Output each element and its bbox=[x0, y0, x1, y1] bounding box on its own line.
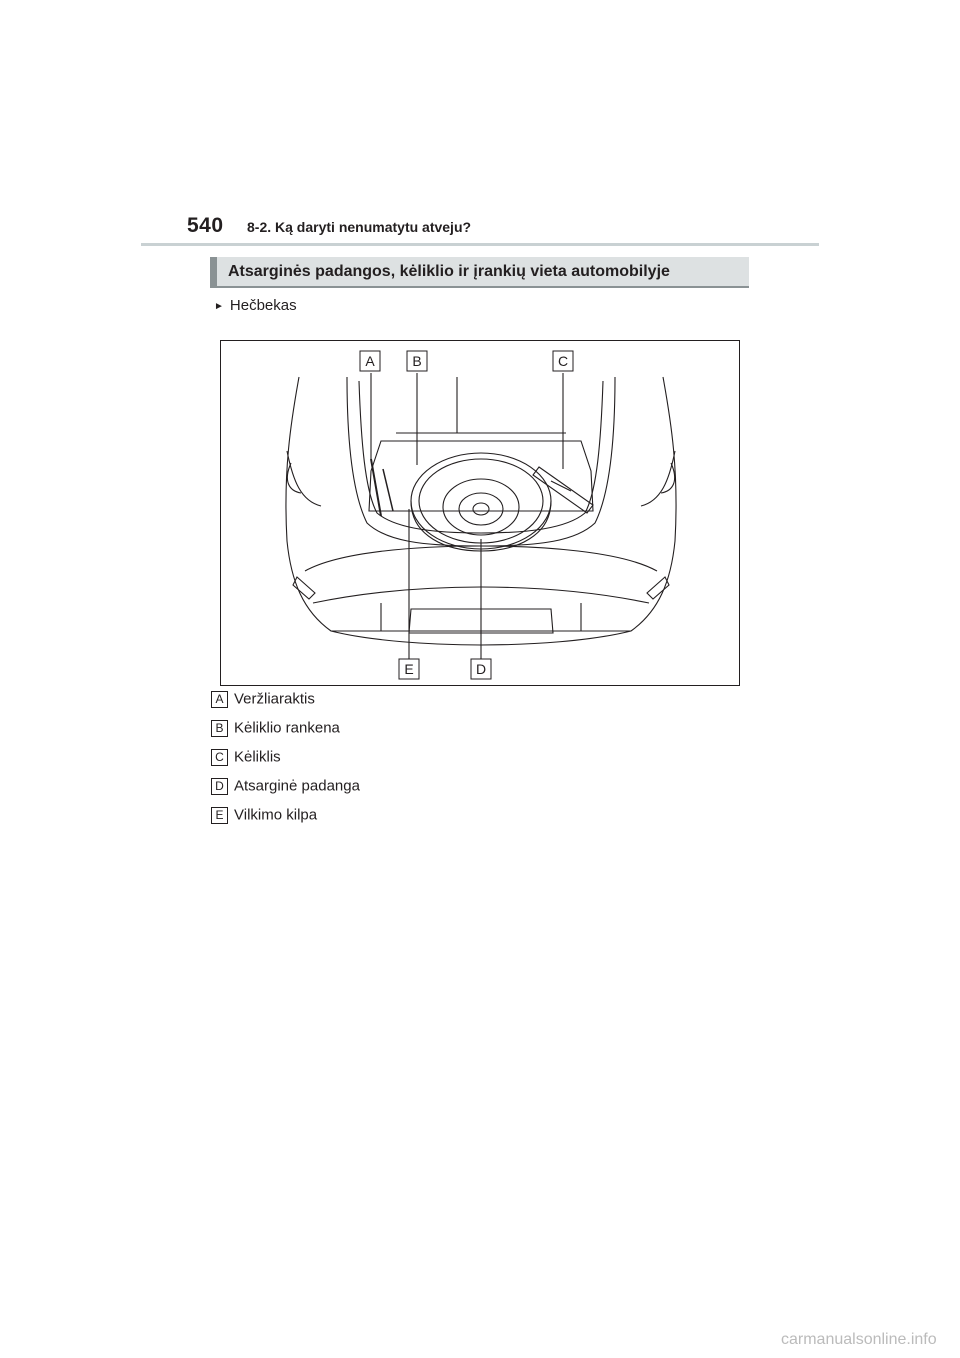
watermark: carmanualsonline.info bbox=[781, 1331, 937, 1348]
legend-label-b: Kėliklio rankena bbox=[234, 719, 340, 737]
car-rear-drawing bbox=[221, 341, 741, 687]
subsection-label bbox=[214, 297, 297, 314]
legend-label-a: Veržliaraktis bbox=[234, 690, 315, 708]
subsection-text: Hečbekas bbox=[229, 297, 297, 314]
callout-d: D bbox=[475, 661, 487, 677]
callout-a: A bbox=[365, 353, 375, 369]
legend-label-d: Atsarginė padanga bbox=[234, 777, 360, 795]
legend-key-d: D bbox=[211, 778, 228, 795]
legend-key-c: C bbox=[211, 749, 228, 766]
legend-item-c bbox=[211, 748, 281, 765]
section-heading-text: Atsarginės padangos, kėliklio ir įrankių vieta automobilyje bbox=[228, 263, 670, 280]
callout-c: C bbox=[557, 353, 569, 369]
legend-key-a: A bbox=[211, 691, 228, 708]
header-rule bbox=[141, 243, 819, 246]
callout-b: B bbox=[412, 353, 422, 369]
car-trunk-illustration bbox=[220, 340, 740, 686]
legend-item-e bbox=[211, 806, 317, 823]
legend-key-b: B bbox=[211, 720, 228, 737]
callout-e: E bbox=[404, 661, 414, 677]
legend-key-e: E bbox=[211, 807, 228, 824]
legend-label-e: Vilkimo kilpa bbox=[234, 806, 318, 824]
chapter-title: 8-2. Ką daryti nenumatytu atveju? bbox=[247, 219, 472, 235]
legend-item-a bbox=[211, 690, 315, 707]
triangle-bullet-icon: ► bbox=[214, 301, 224, 312]
legend-label-c: Kėliklis bbox=[234, 748, 281, 766]
legend-item-d bbox=[211, 777, 360, 794]
page-number: 540 bbox=[187, 214, 224, 237]
section-heading bbox=[210, 257, 749, 288]
legend-item-b bbox=[211, 719, 340, 736]
